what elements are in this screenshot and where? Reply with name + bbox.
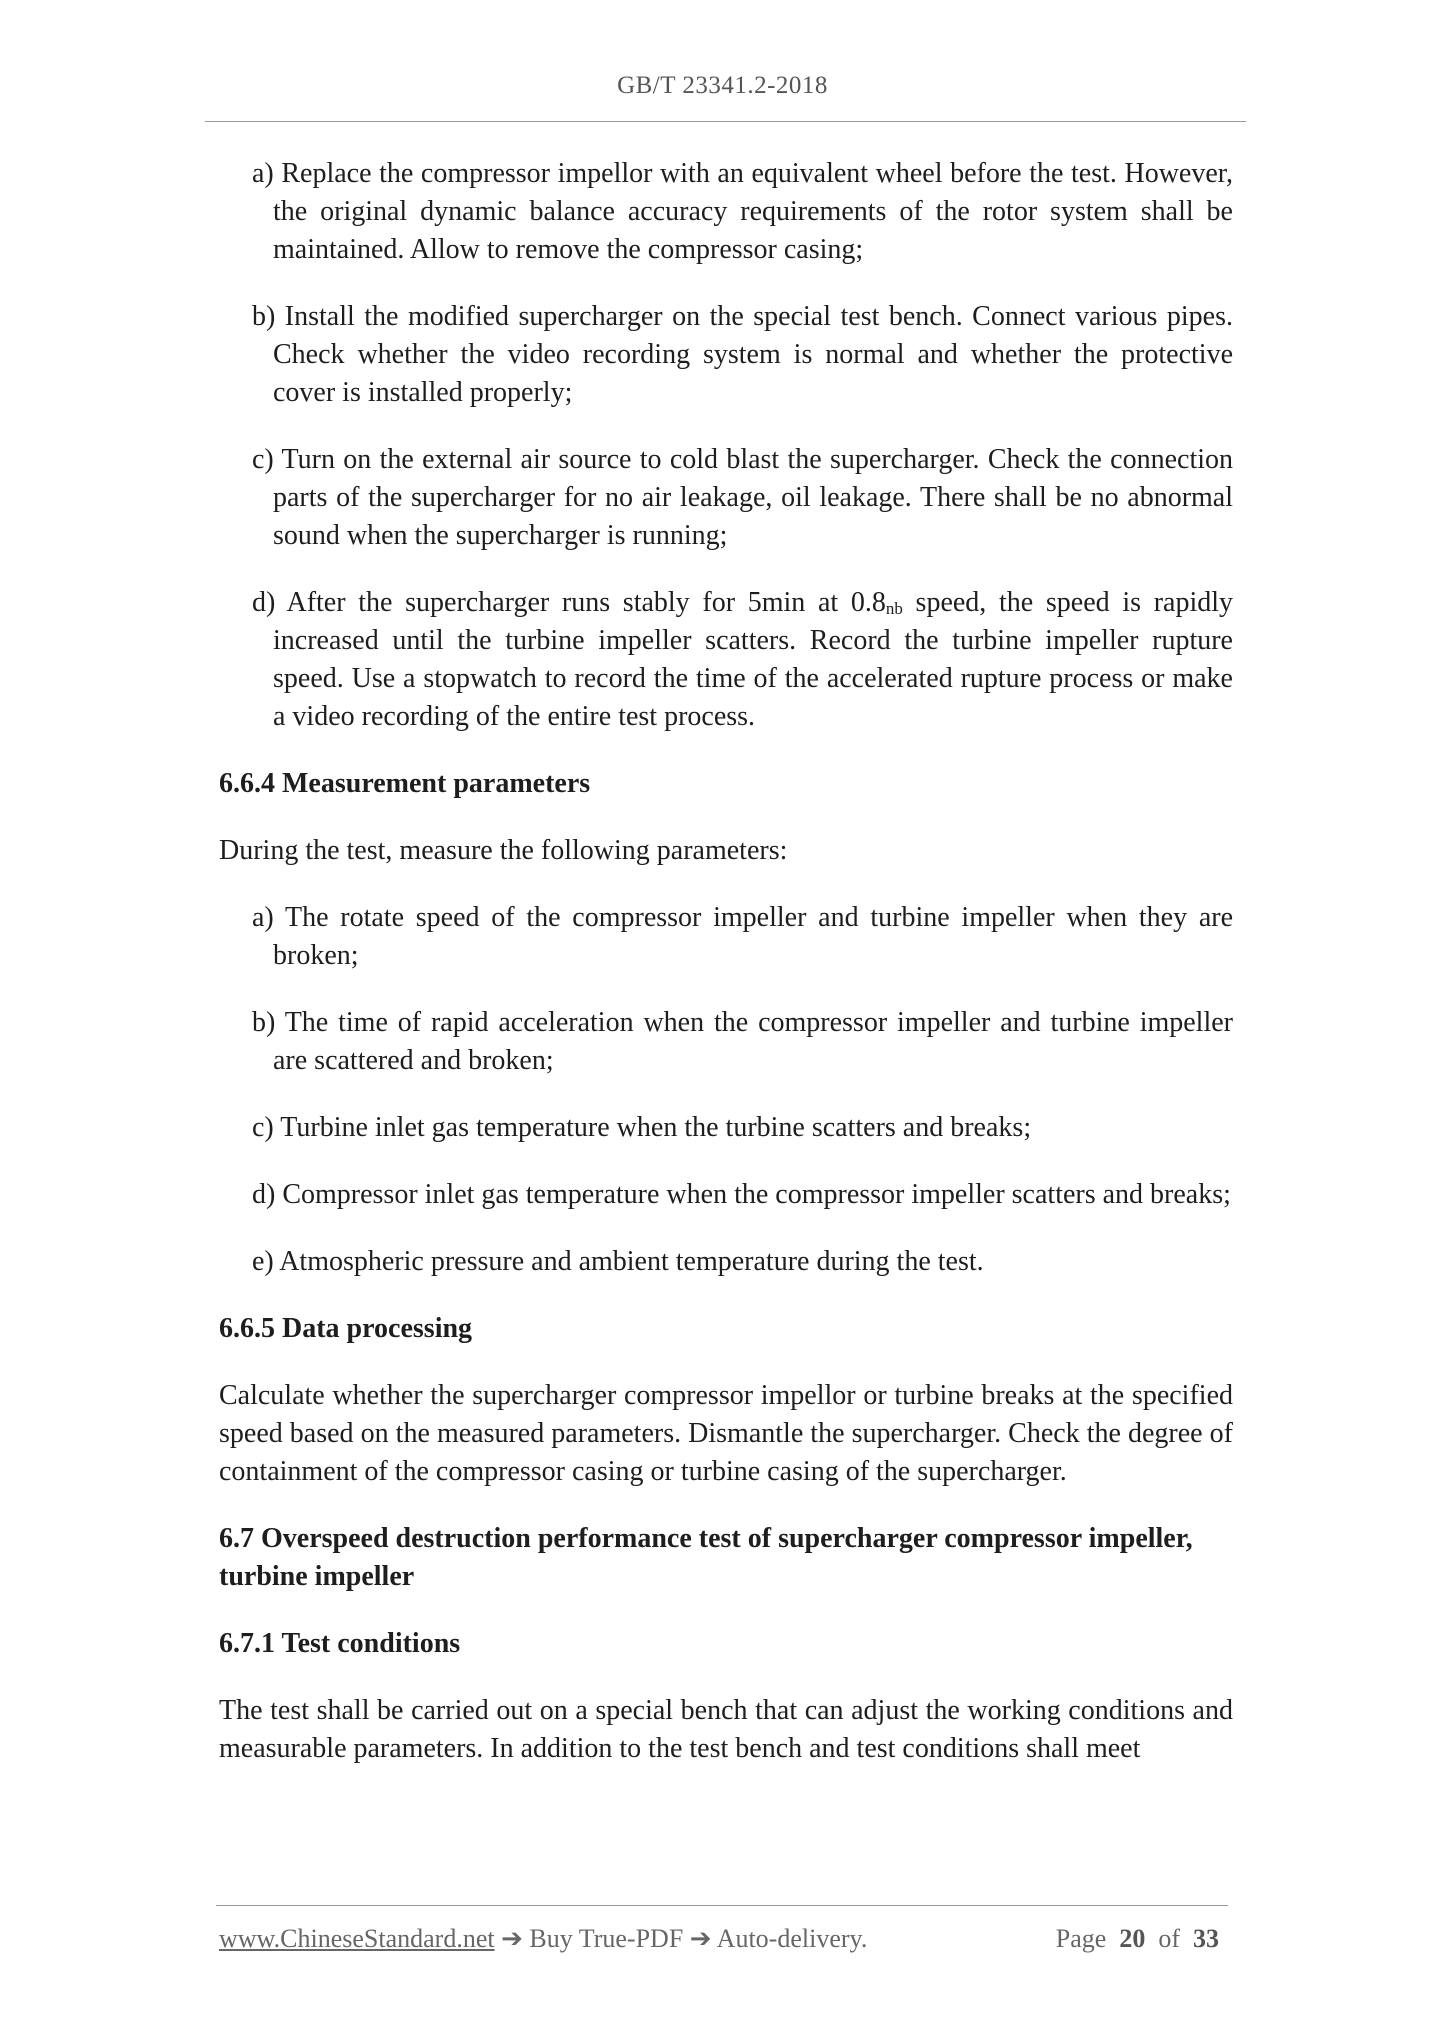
step-d-pre: d) After the supercharger runs stably for 5min at 0.8: [252, 587, 886, 618]
measurement-item-c: c) Turbine inlet gas temperature when the turbine scatters and breaks;: [252, 1112, 1032, 1143]
step-d-post: speed, the speed is rapidly increased until the turbine impeller scatters. Record the turbine impeller rupture speed. Use a stopwatch to record the time of the accelerated rupture process or make a video recording of the entire test process.: [273, 587, 1233, 732]
heading-6-6-4: 6.6.4 Measurement parameters: [219, 768, 591, 799]
page-current: 20: [1119, 1924, 1146, 1953]
heading-6-7: 6.7 Overspeed destruction performance test of supercharger compressor impeller, turbine impeller: [219, 1523, 1193, 1592]
measurement-intro: During the test, measure the following parameters:: [219, 835, 788, 866]
speed-subscript: nb: [885, 599, 903, 618]
arrow-right-icon: ➔: [501, 1924, 523, 1953]
footer-promo: [219, 1924, 867, 1954]
measurement-item-e: e) Atmospheric pressure and ambient temperature during the test.: [252, 1246, 984, 1277]
document-body: [219, 155, 1233, 1797]
website-link[interactable]: www.ChineseStandard.net: [219, 1924, 495, 1953]
page-label: Page: [1055, 1924, 1107, 1953]
auto-delivery-text: Auto-delivery.: [716, 1924, 868, 1953]
step-d: [219, 584, 1233, 736]
page-of-label: of: [1158, 1924, 1180, 1953]
page-footer: [219, 1924, 1229, 1964]
footer-divider: [216, 1905, 1228, 1906]
header-divider: [205, 121, 1246, 122]
step-c: c) Turn on the external air source to cold blast the supercharger. Check the connection parts of the supercharger for no air leakage, oil leakage. There shall be no abnormal sound when the supercharger is running;: [252, 444, 1233, 551]
heading-6-6-5: 6.6.5 Data processing: [219, 1313, 473, 1344]
measurement-item-d: d) Compressor inlet gas temperature when the compressor impeller scatters and breaks;: [252, 1179, 1231, 1210]
document-header: GB/T 23341.2-2018: [617, 72, 828, 99]
step-b: b) Install the modified supercharger on the special test bench. Connect various pipes. Check whether the video recording system is normal and whether the protective cover is installed properly;: [252, 301, 1233, 408]
measurement-item-a: a) The rotate speed of the compressor impeller and turbine impeller when they are broken;: [252, 902, 1233, 971]
step-a: a) Replace the compressor impellor with an equivalent wheel before the test. However, the original dynamic balance accuracy requirements of the rotor system shall be maintained. Allow to remove the compressor casing;: [252, 158, 1233, 265]
buy-true-pdf-text: Buy True-PDF: [529, 1924, 684, 1953]
heading-6-7-1: 6.7.1 Test conditions: [219, 1628, 461, 1659]
data-processing-body: Calculate whether the supercharger compressor impellor or turbine breaks at the specified speed based on the measured parameters. Dismantle the supercharger. Check the degree of containment of the compressor casing or turbine casing of the supercharger.: [219, 1380, 1233, 1487]
page-total: 33: [1193, 1924, 1219, 1953]
test-conditions-body: The test shall be carried out on a special bench that can adjust the working conditions and measurable parameters. In addition to the test bench and test conditions shall meet: [219, 1695, 1233, 1764]
page-indicator: [1056, 1924, 1219, 1954]
measurement-item-b: b) The time of rapid acceleration when the compressor impeller and turbine impeller are scattered and broken;: [252, 1007, 1233, 1076]
arrow-right-icon: ➔: [689, 1924, 712, 1953]
